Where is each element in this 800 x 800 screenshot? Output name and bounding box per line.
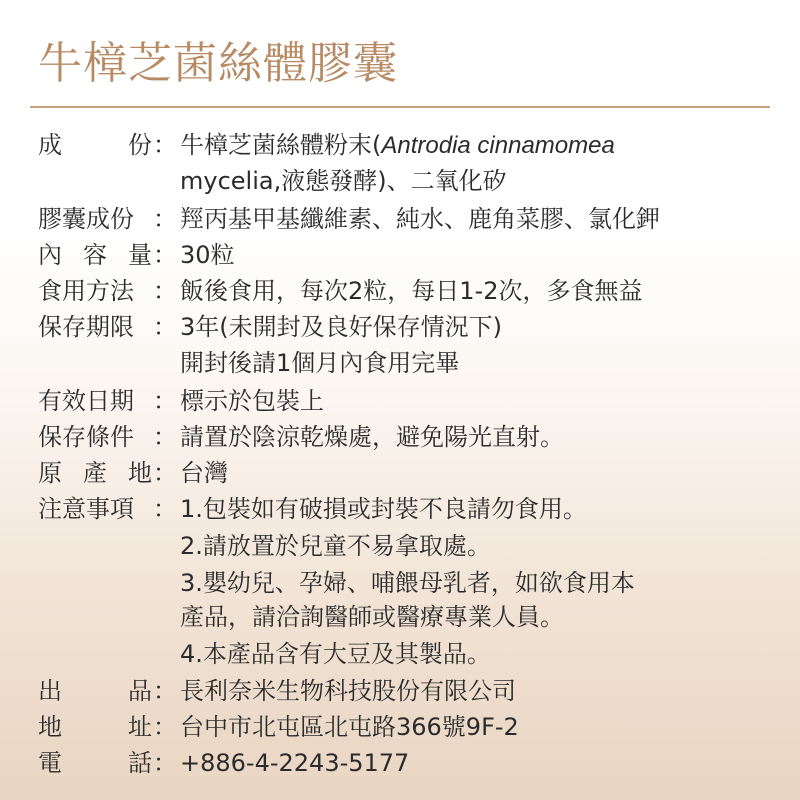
value-capsule: 羥丙基甲基纖維素、純水、鹿角菜膠、氯化鉀 — [180, 205, 660, 233]
label-storage-cond: 保存條件 — [38, 423, 134, 451]
label-usage: 食用方法 — [38, 277, 134, 305]
colon: ： — [153, 131, 177, 159]
title-divider — [30, 106, 770, 108]
label-expiry: 有效日期 — [38, 387, 134, 415]
colon: ： — [153, 423, 177, 451]
value-storage-period-line2: 開封後請1個月內食用完畢 — [180, 349, 460, 377]
value-storage-cond: 請置於陰涼乾燥處，避免陽光直射。 — [180, 423, 564, 451]
colon: ： — [153, 713, 177, 741]
label-notes: 注意事項 — [38, 495, 134, 523]
value-usage: 飯後食用，每次2粒，每日1-2次，多食無益 — [180, 277, 643, 305]
label-producer: 出 品 — [38, 677, 152, 705]
label-ingredients: 成 份 — [38, 131, 152, 159]
colon: ： — [153, 677, 177, 705]
value-notes-line2: 2.請放置於兒童不易拿取處。 — [180, 532, 491, 560]
label-phone: 電 話 — [38, 749, 152, 777]
value-notes-line5: 4.本產品含有大豆及其製品。 — [180, 640, 491, 668]
colon: ： — [153, 277, 177, 305]
label-content: 內 容 量 — [38, 241, 152, 269]
label-origin: 原 產 地 — [38, 459, 152, 487]
value-address: 台中市北屯區北屯路366號9F-2 — [180, 713, 519, 741]
value-notes-line3: 3.嬰幼兒、孕婦、哺餵母乳者，如欲食用本 — [180, 569, 635, 597]
colon: ： — [153, 749, 177, 777]
value-expiry: 標示於包裝上 — [180, 387, 324, 415]
label-storage-period: 保存期限 — [38, 313, 134, 341]
colon: ： — [153, 387, 177, 415]
value-phone: +886-4-2243-5177 — [180, 749, 410, 777]
colon: ： — [153, 459, 177, 487]
value-content: 30粒 — [180, 241, 235, 269]
label-capsule: 膠囊成份 — [38, 205, 134, 233]
value-ingredients-line2: mycelia,液態發酵)、二氧化矽 — [180, 167, 507, 195]
value-storage-period-line1: 3年(未開封及良好保存情況下) — [180, 313, 502, 341]
value-origin: 台灣 — [180, 459, 228, 487]
colon: ： — [153, 313, 177, 341]
colon: ： — [153, 205, 177, 233]
colon: ： — [153, 495, 177, 523]
label-address: 地 址 — [38, 713, 152, 741]
value-notes-line4: 產品，請洽詢醫師或醫療專業人員。 — [180, 603, 564, 631]
value-producer: 長利奈米生物科技股份有限公司 — [180, 677, 516, 705]
product-title: 牛樟芝菌絲體膠囊 — [38, 38, 398, 89]
value-notes-line1: 1.包裝如有破損或封裝不良請勿食用。 — [180, 495, 587, 523]
value-ingredients-line1: 牛樟芝菌絲體粉末(Antrodia cinnamomea — [180, 131, 615, 159]
colon: ： — [153, 241, 177, 269]
